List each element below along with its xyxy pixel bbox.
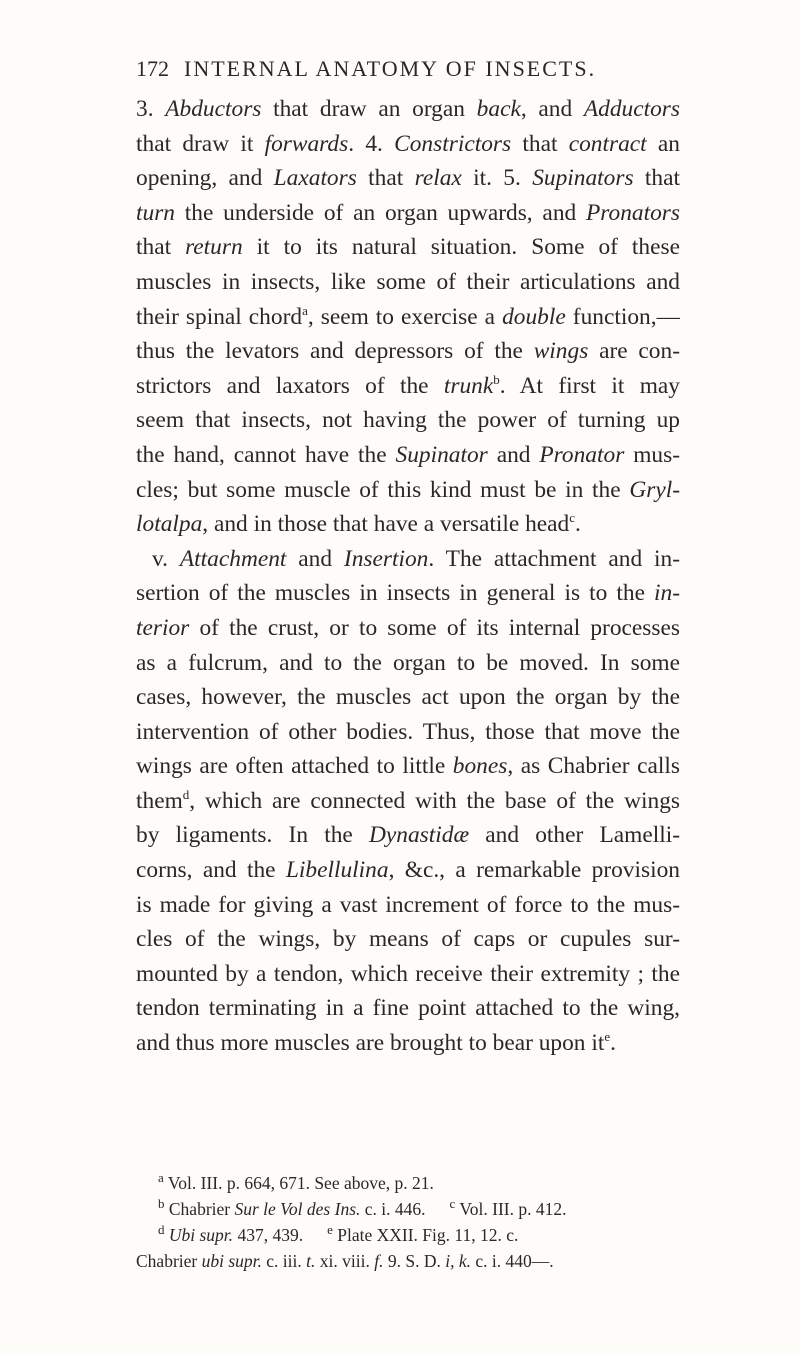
text-line: seem that insects, not having the power of turning up: [136, 407, 680, 434]
italic-span: Supinators: [532, 165, 634, 192]
italic-span: terior: [136, 614, 190, 641]
italic-span: Adductors: [583, 96, 680, 122]
text-line: that draw it forwards. 4. Constrictors that contract an: [136, 130, 680, 157]
italic-span: Attachment: [179, 545, 287, 572]
italic-span: Gryl-: [629, 476, 680, 503]
text-line: cles of the wings, by means of caps or cupules sur-: [136, 926, 680, 953]
text-line: as a fulcrum, and to the organ to be moved. In some: [136, 649, 680, 676]
footnote-marker: d: [182, 787, 190, 803]
footnote-line: $^d$ Ubi supr. 437, 439. $^e$ Plate XXII. Fig. 11, 12. c.: [158, 1222, 519, 1245]
italic-span: wings: [533, 338, 589, 365]
text-line: opening, and Laxators that relax it. 5. Supinators that: [136, 165, 680, 192]
italic-span: Constrictors: [394, 130, 512, 157]
text-line: them$^d$, which are connected with the base of the wings: [136, 787, 680, 814]
italic-span: return: [185, 234, 243, 261]
footnote-marker: a: [158, 1170, 164, 1186]
italic-span: Libellulina: [285, 857, 389, 884]
text-line: by ligaments. In the Dynastidæ and other Lamelli-: [136, 822, 680, 849]
body-text: [136, 92, 680, 1061]
italic-span: back: [476, 96, 521, 122]
text-line: and thus more muscles are brought to bear upon $it^e$.: [136, 1029, 616, 1057]
text-line: cles; but some muscle of this kind must be in the Gryl-: [136, 476, 680, 503]
page-number: 172: [136, 56, 169, 81]
italic-span: turn: [136, 199, 175, 226]
italic-span: bones: [452, 753, 508, 780]
italic-span: relax: [414, 165, 462, 192]
running-title: INTERNAL ANATOMY OF INSECTS.: [184, 56, 597, 81]
text-line: terior of the crust, or to some of its internal processes: [136, 614, 680, 641]
text-line: 3. Abductors that draw an organ back, and Adductors: [136, 96, 680, 122]
italic-span: Sur le Vol des Ins.: [234, 1199, 361, 1219]
text-line: wings are often attached to little bones, as Chabrier calls: [136, 753, 680, 780]
footnote-marker: e: [327, 1222, 333, 1238]
footnote-marker: c: [569, 510, 576, 526]
text-line: turn the underside of an organ upwards, and Pronators: [136, 199, 680, 226]
italic-span: Insertion: [343, 545, 429, 572]
italic-span: t.: [306, 1251, 316, 1271]
italic-span: forwards: [264, 130, 349, 157]
italic-span: ubi supr.: [201, 1251, 262, 1271]
italic-span: Pronators: [585, 199, 680, 226]
text-line: tendon terminating in a fine point attached to the wing,: [136, 995, 680, 1022]
footnote-line: Chabrier ubi supr. c. iii. t. xi. viii. f. 9. S. D. i, k. c. i. 440—.: [136, 1251, 554, 1271]
footnote-marker: c: [449, 1196, 456, 1212]
text-line: mounted by a tendon, which receive their extremity ; the: [136, 960, 680, 987]
text-line: cases, however, the muscles act upon the organ by the: [136, 684, 680, 711]
footnote-marker: a: [302, 302, 308, 318]
italic-span: Laxators: [273, 165, 357, 192]
text-line: lotalpa, and in those that have a versatile head$^c$.: [136, 510, 581, 538]
text-line: is made for giving a vast increment of force to the mus-: [136, 891, 680, 918]
italic-span: in-: [654, 580, 680, 607]
text-line: the hand, cannot have the Supinator and Pronator mus-: [136, 441, 680, 468]
text-line: intervention of other bodies. Thus, those that move the: [136, 718, 680, 745]
italic-span: double: [502, 303, 566, 330]
footnotes: [136, 1170, 684, 1274]
italic-span: Ubi supr.: [168, 1225, 234, 1245]
text-line: their spinal chord$^a$, seem to exercise a double function,—: [136, 302, 680, 330]
footnote-line: $^b$ Chabrier Sur le Vol des Ins. c. i. 446. $^c$ Vol. III. p. 412.: [158, 1196, 567, 1219]
italic-span: Abductors: [165, 96, 262, 122]
text-line: thus the levators and depressors of the wings are con-: [136, 338, 680, 365]
text-line: strictors and laxators of the trunk$^b$. At first it may: [136, 371, 680, 399]
footnote-marker: e: [604, 1029, 611, 1045]
italic-span: i, k.: [445, 1251, 471, 1271]
italic-span: Dynastidæ: [369, 822, 470, 849]
footnote-line: $^a$ Vol. III. p. 664, 671. See above, p. 21.: [158, 1170, 434, 1193]
text-line: that return it to its natural situation. Some of these: [136, 234, 680, 261]
italic-span: f.: [374, 1251, 384, 1271]
italic-span: Supinator: [395, 441, 488, 468]
italic-span: lotalpa: [136, 511, 203, 538]
footnote-marker: b: [158, 1196, 165, 1212]
footnote-marker: b: [493, 371, 500, 387]
text-line: v. Attachment and Insertion. The attachment and in-: [152, 545, 680, 572]
text-line: corns, and the Libellulina, &c., a remarkable provision: [136, 857, 680, 884]
text-line: muscles in insects, like some of their articulations and: [136, 268, 680, 295]
footnote-marker: d: [158, 1222, 165, 1238]
italic-span: Pronator: [539, 441, 625, 468]
italic-span: trunk: [443, 372, 494, 399]
text-line: sertion of the muscles in insects in general is to the in-: [136, 580, 680, 607]
italic-span: contract: [568, 130, 647, 157]
